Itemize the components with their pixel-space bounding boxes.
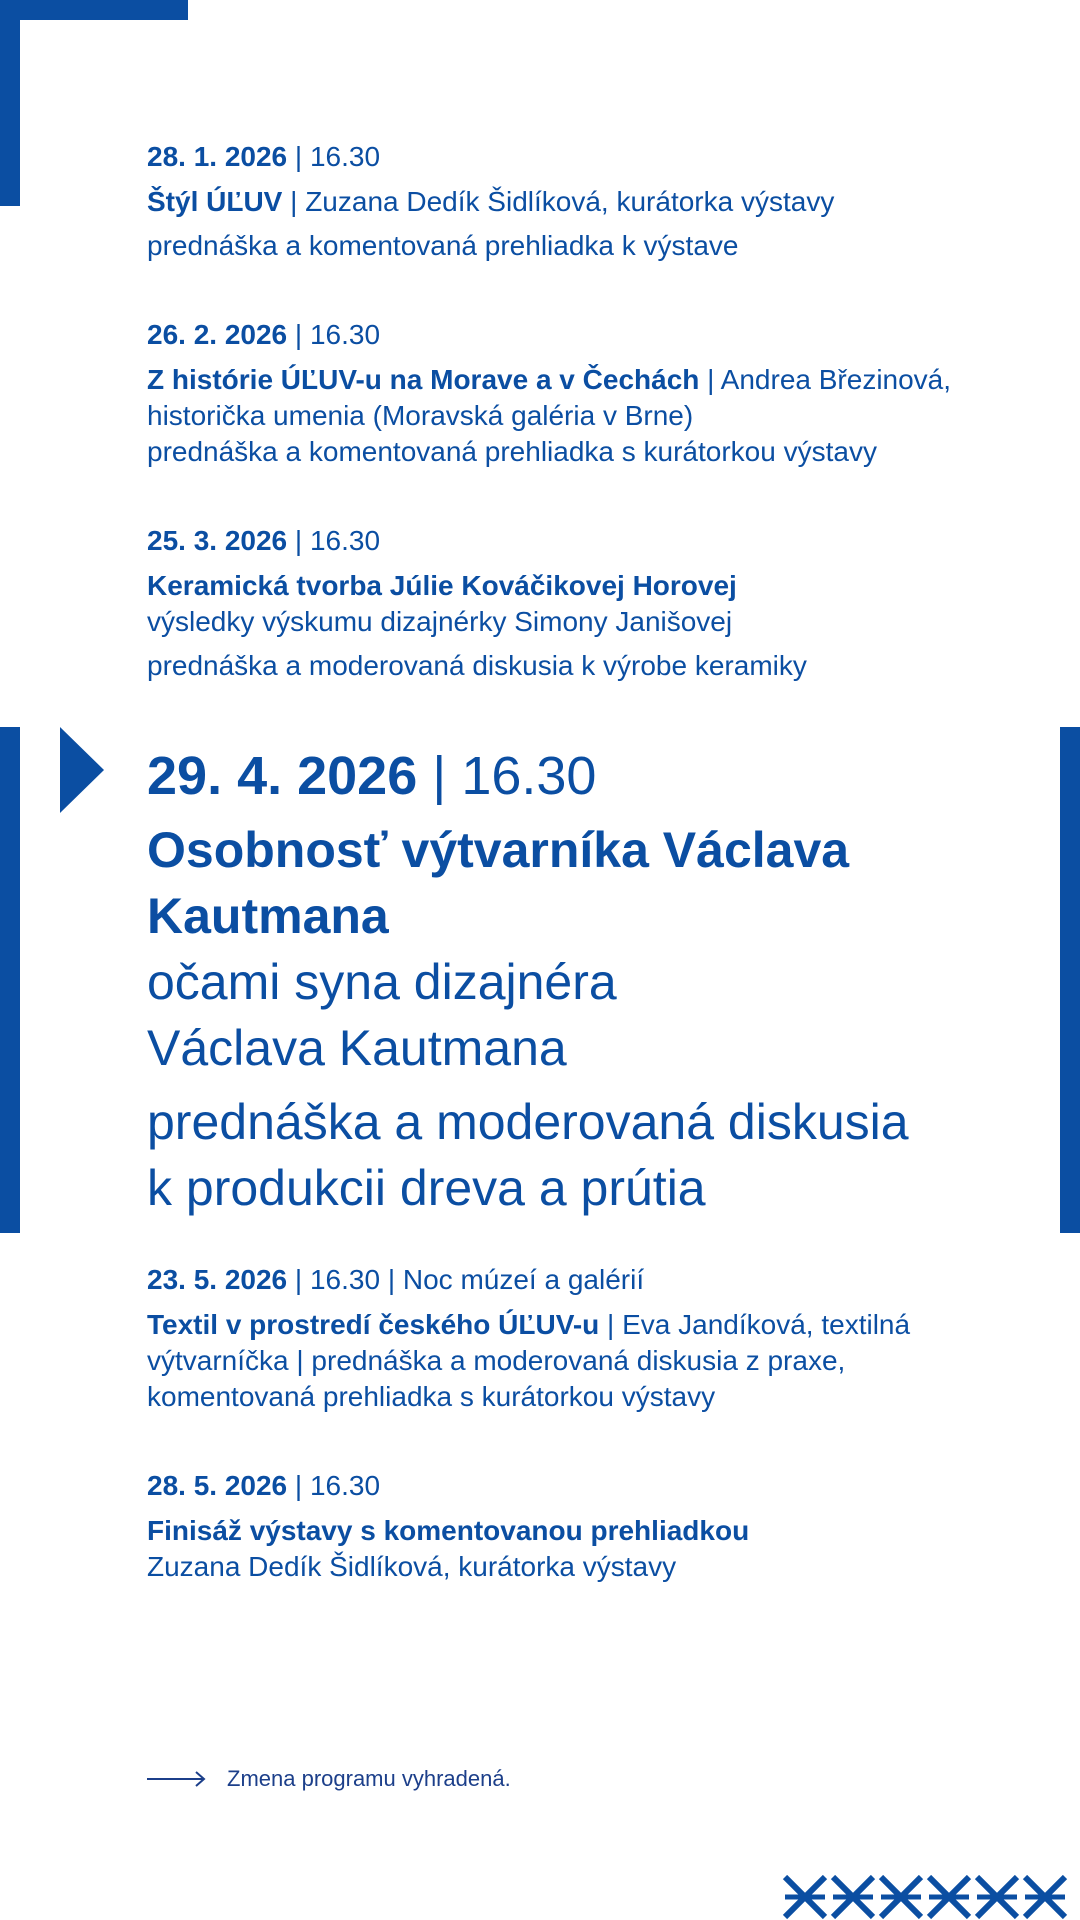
event-time: 16.30 <box>309 1264 381 1295</box>
event-date: 28. 5. 2026 <box>147 1470 288 1501</box>
featured-title-line1: Osobnosť výtvarníka Václava <box>147 822 850 878</box>
event-title-line <box>147 1513 1007 1549</box>
event-title-line <box>147 1307 1007 1343</box>
separator: | <box>294 1470 303 1501</box>
event-time: 16.30 <box>309 319 381 350</box>
featured-subtitle-line1: očami syna dizajnéra <box>147 954 617 1010</box>
logo-cross-mark <box>929 1877 969 1917</box>
event-date: 26. 2. 2026 <box>147 319 288 350</box>
event-date-line <box>147 1263 1007 1297</box>
featured-subtitle-line2: Václava Kautmana <box>147 1020 567 1076</box>
featured-date: 29. 4. 2026 <box>147 746 418 806</box>
separator: | <box>294 525 303 556</box>
event-title: Z histórie ÚĽUV-u na Morave a v Čechách <box>147 364 700 395</box>
separator: | <box>290 186 298 217</box>
separator: | <box>294 1264 303 1295</box>
event-description: prednáška a moderovaná diskusia k výrobe keramiky <box>147 650 807 681</box>
featured-title-line2: Kautmana <box>147 888 389 944</box>
event-date-line <box>147 524 1007 558</box>
logo-cross-mark <box>1025 1877 1065 1917</box>
separator: | <box>707 364 715 395</box>
event-speaker: Eva Jandíková, textilná <box>622 1309 911 1340</box>
event-item <box>147 318 1007 470</box>
featured-right-bar <box>1060 727 1080 1233</box>
event-description: prednáška a komentovaná prehliadka s kurátorkou výstavy <box>147 436 877 467</box>
event-date: 25. 3. 2026 <box>147 525 288 556</box>
corner-accent-vertical <box>0 0 20 206</box>
event-title-line <box>147 362 1007 398</box>
event-speaker-detail: historička umenia (Moravská galéria v Brne) <box>147 400 694 431</box>
logo-cross-mark <box>833 1877 873 1917</box>
separator: | <box>432 746 447 806</box>
featured-pointer-icon <box>60 727 104 813</box>
event-title: Textil v prostredí českého ÚĽUV-u <box>147 1309 600 1340</box>
logo-cross-mark <box>785 1877 825 1917</box>
event-description: komentovaná prehliadka s kurátorkou výstavy <box>147 1381 716 1412</box>
logo-cross-mark <box>881 1877 921 1917</box>
separator: | <box>294 319 303 350</box>
event-time: 16.30 <box>309 1470 381 1501</box>
event-time: 16.30 <box>309 141 381 172</box>
event-title-line <box>147 568 1007 604</box>
event-speaker: Zuzana Dedík Šidlíková, kurátorka výstavy <box>305 186 835 217</box>
featured-left-bar <box>0 727 20 1233</box>
featured-description-line2: k produkcii dreva a prútia <box>147 1160 706 1216</box>
event-description: Zuzana Dedík Šidlíková, kurátorka výstavy <box>147 1551 677 1582</box>
logo-cross-mark <box>977 1877 1017 1917</box>
event-title: Štýl ÚĽUV <box>147 186 283 217</box>
event-title: Finisáž výstavy s komentovanou prehliadkou <box>147 1515 750 1546</box>
corner-accent-horizontal <box>0 0 188 20</box>
event-date-line <box>147 318 1007 352</box>
separator: | <box>607 1309 615 1340</box>
featured-date-line <box>147 745 1007 807</box>
event-extra: Noc múzeí a galérií <box>402 1264 645 1295</box>
event-speaker-detail: výtvarníčka | prednáška a moderovaná diskusia z praxe, <box>147 1345 846 1376</box>
note-text: Zmena programu vyhradená. <box>227 1766 511 1791</box>
event-item <box>147 524 1007 684</box>
event-speaker: Andrea Březinová, <box>720 364 952 395</box>
featured-description-line1: prednáška a moderovaná diskusia <box>147 1094 909 1150</box>
event-time: 16.30 <box>309 525 381 556</box>
event-date-line <box>147 1469 1007 1503</box>
event-date-line <box>147 140 1007 174</box>
event-speaker-detail: výsledky výskumu dizajnérky Simony Janišovej <box>147 606 733 637</box>
event-description: prednáška a komentovaná prehliadka k výstave <box>147 230 739 261</box>
event-title-line <box>147 184 1007 220</box>
featured-event <box>147 745 1007 1221</box>
event-item <box>147 1263 1007 1415</box>
event-item <box>147 140 1007 264</box>
featured-time: 16.30 <box>461 746 597 806</box>
program-change-note <box>147 1766 511 1792</box>
event-date: 23. 5. 2026 <box>147 1264 288 1295</box>
event-date: 28. 1. 2026 <box>147 141 288 172</box>
event-title: Keramická tvorba Júlie Kováčikovej Horovej <box>147 570 737 601</box>
event-item <box>147 1469 1007 1585</box>
separator: | <box>387 1264 396 1295</box>
separator: | <box>294 141 303 172</box>
arrow-right-icon <box>147 1769 207 1789</box>
uluv-cross-pattern-logo <box>780 1875 1080 1920</box>
